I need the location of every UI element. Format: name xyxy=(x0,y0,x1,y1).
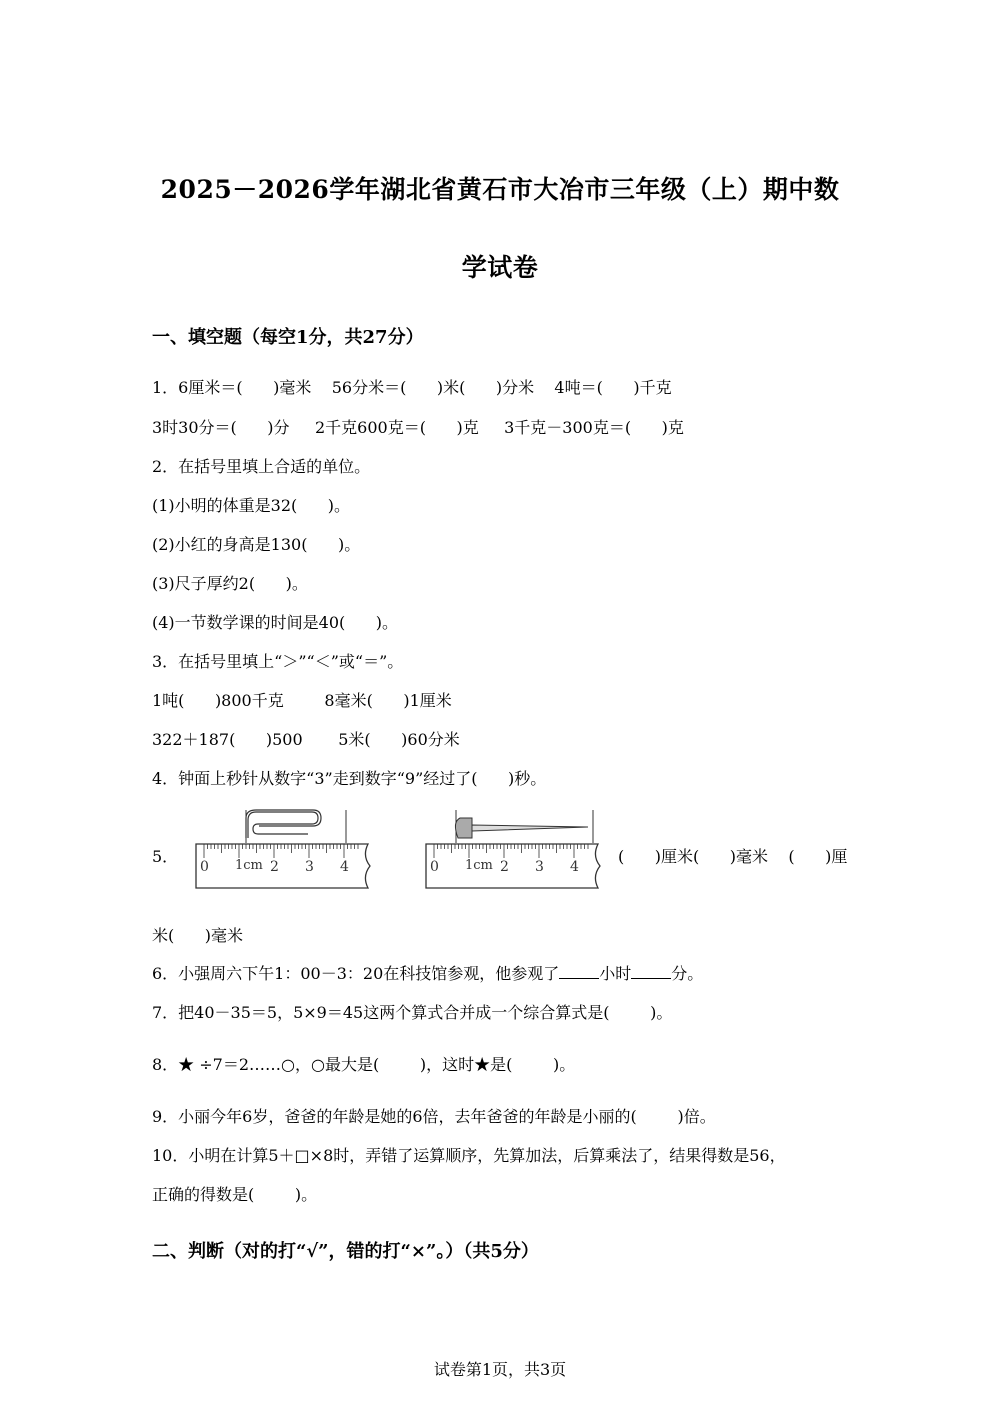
page-title-line-2: 学试卷 xyxy=(461,253,539,282)
question-10-line-a: 10．小明在计算5＋□×8时，弄错了运算顺序，先算加法，后算乘法了，结果得数是56， xyxy=(152,1146,786,1165)
question-2-item-4: (4)一节数学课的时间是40( )。 xyxy=(152,613,399,632)
paperclip-icon xyxy=(246,810,321,838)
minutes-blank xyxy=(631,964,671,979)
ruler-2-label-3: 3 xyxy=(535,859,544,875)
question-5-answers: ( )厘米( )毫米 ( )厘 xyxy=(618,847,848,866)
question-3-line-b: 322＋187( )500 5米( )60分米 xyxy=(152,730,460,749)
question-6-hours-unit: 小时 xyxy=(599,964,632,983)
question-1-line-a: 1．6厘米＝( )毫米 56分米＝( )米( )分米 4吨＝( )千克 xyxy=(152,378,672,397)
section-heading-true-false: 二、判断（对的打“√”，错的打“×”。）（共5分） xyxy=(152,1241,539,1262)
question-7: 7．把40－35＝5，5×9＝45这两个算式合并成一个综合算式是( )。 xyxy=(152,1003,673,1022)
ruler-2-label-1cm: 1cm xyxy=(465,858,493,873)
ruler-2-label-2: 2 xyxy=(500,859,509,875)
ruler-1-label-3: 3 xyxy=(305,859,314,875)
ruler-1-label-0: 0 xyxy=(200,859,209,875)
question-6-minutes-unit: 分。 xyxy=(671,964,704,983)
question-2: 2．在括号里填上合适的单位。 xyxy=(152,457,371,476)
ruler-with-paperclip-figure xyxy=(190,808,375,893)
page-title-line-1: 2025－2026学年湖北省黄石市大冶市三年级（上）期中数 xyxy=(160,175,840,204)
question-4: 4．钟面上秒针从数字“3”走到数字“9”经过了( )秒。 xyxy=(152,769,547,788)
ruler-1-label-2: 2 xyxy=(270,859,279,875)
ruler-with-nail-figure xyxy=(420,808,605,893)
question-2-item-1: (1)小明的体重是32( )。 xyxy=(152,496,351,515)
hours-blank xyxy=(559,964,599,979)
page-footer: 试卷第1页，共3页 xyxy=(433,1360,567,1379)
ruler-1-label-4: 4 xyxy=(340,859,349,875)
question-5-continuation: 米( )毫米 xyxy=(152,926,244,945)
question-8: 8．★ ÷7＝2……○，○最大是( )，这时★是( )。 xyxy=(152,1055,576,1074)
question-1-line-b: 3时30分＝( )分 2千克600克＝( )克 3千克－300克＝( )克 xyxy=(152,418,684,437)
ruler-1-label-1cm: 1cm xyxy=(235,858,263,873)
question-3-line-a: 1吨( )800千克 8毫米( )1厘米 xyxy=(152,691,452,710)
section-heading-fill-in: 一、填空题（每空1分，共27分） xyxy=(152,327,424,348)
ruler-2-label-4: 4 xyxy=(570,859,579,875)
question-6 xyxy=(152,964,703,984)
question-10-line-b: 正确的得数是( )。 xyxy=(152,1185,318,1204)
nail-icon xyxy=(455,818,588,838)
question-5-number: 5． xyxy=(152,847,179,866)
question-2-item-2: (2)小红的身高是130( )。 xyxy=(152,535,361,554)
question-2-item-3: (3)尺子厚约2( )。 xyxy=(152,574,308,593)
question-3: 3．在括号里填上“＞”“＜”或“＝”。 xyxy=(152,652,404,671)
ruler-2-label-0: 0 xyxy=(430,859,439,875)
question-6-text: 6．小强周六下午1：00－3：20在科技馆参观，他参观了 xyxy=(152,964,560,983)
question-9: 9．小丽今年6岁，爸爸的年龄是她的6倍，去年爸爸的年龄是小丽的( )倍。 xyxy=(152,1107,716,1126)
